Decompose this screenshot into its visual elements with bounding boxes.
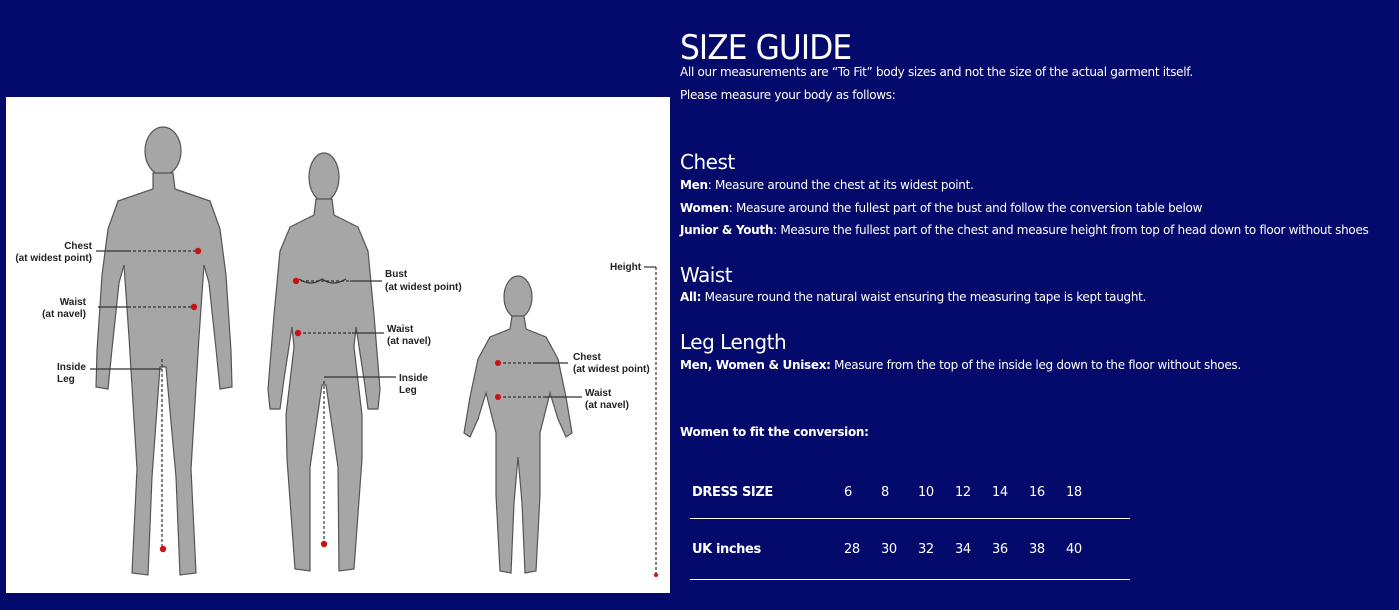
table-cell: 34 [955,519,992,580]
label-child-waist: Waist [585,388,612,399]
leg-heading: Leg Length [680,330,787,354]
label-height: Height [610,262,642,273]
table-cell: 30 [881,519,918,580]
waist-all-label: All: [680,290,702,304]
table-cell: 10 [918,466,955,519]
row-header-uk-inches: UK inches [690,519,844,580]
chest-junior-line [680,223,1369,237]
table-cell: 32 [918,519,955,580]
leg-label: Men, Women & Unisex: [680,358,831,372]
label-woman-inside: Inside [399,373,428,384]
table-cell: 8 [881,466,918,519]
leg-line [680,358,1241,372]
chest-heading: Chest [680,150,735,174]
label-man-waist: Waist [59,297,86,308]
label-man-inside: Inside [57,362,86,373]
label-man-waist-sub: (at navel) [42,309,86,320]
child-silhouette [464,276,572,573]
table-row [690,519,1130,580]
leg-text: Measure from the top of the inside leg down to the floor without shoes. [830,358,1241,372]
table-cell: 18 [1066,466,1103,519]
label-woman-bust: Bust [385,269,408,280]
conversion-title: Women to fit the conversion: [680,425,869,439]
chest-women-line [680,201,1202,215]
chest-junior-label: Junior & Youth [680,223,774,237]
body-measurement-diagram [6,97,670,593]
table-spacer [1103,466,1130,519]
waist-all-line [680,290,1146,304]
label-woman-bust-sub: (at widest point) [385,282,462,293]
table-cell: 40 [1066,519,1103,580]
label-woman-inside-sub: Leg [399,385,417,396]
table-cell: 28 [844,519,881,580]
chest-women-label: Women [680,201,729,215]
table-cell: 6 [844,466,881,519]
measurement-points [160,248,658,577]
table-cell: 12 [955,466,992,519]
label-child-chest: Chest [573,352,601,363]
label-woman-waist: Waist [387,324,414,335]
size-conversion-table [690,466,1130,580]
intro-line-1: All our measurements are “To Fit” body sizes and not the size of the actual garment itself. [680,65,1193,79]
silhouettes-illustration [6,97,670,593]
label-man-chest-sub: (at widest point) [15,253,92,264]
label-man-chest: Chest [64,241,92,252]
label-woman-waist-sub: (at navel) [387,336,431,347]
chest-junior-text: : Measure the fullest part of the chest and measure height from top of head down to floor without shoes [773,223,1369,237]
table-row [690,466,1130,519]
man-silhouette [96,127,232,575]
label-child-waist-sub: (at navel) [585,400,629,411]
chest-men-line [680,178,974,192]
waist-all-text: Measure round the natural waist ensuring the measuring tape is kept taught. [701,290,1147,304]
table-cell: 36 [992,519,1029,580]
table-cell: 14 [992,466,1029,519]
waist-heading: Waist [680,263,733,287]
label-child-chest-sub: (at widest point) [573,364,650,375]
table-spacer [1103,519,1130,580]
intro-line-2: Please measure your body as follows: [680,88,896,102]
row-header-dress-size: DRESS SIZE [690,466,844,519]
chest-women-text: : Measure around the fullest part of the bust and follow the conversion table below [728,201,1203,215]
chest-men-label: Men [680,178,708,192]
label-man-inside-sub: Leg [57,374,75,385]
page-title: SIZE GUIDE [680,28,852,68]
table-cell: 16 [1029,466,1066,519]
table-cell: 38 [1029,519,1066,580]
chest-men-text: : Measure around the chest at its widest point. [707,178,974,192]
